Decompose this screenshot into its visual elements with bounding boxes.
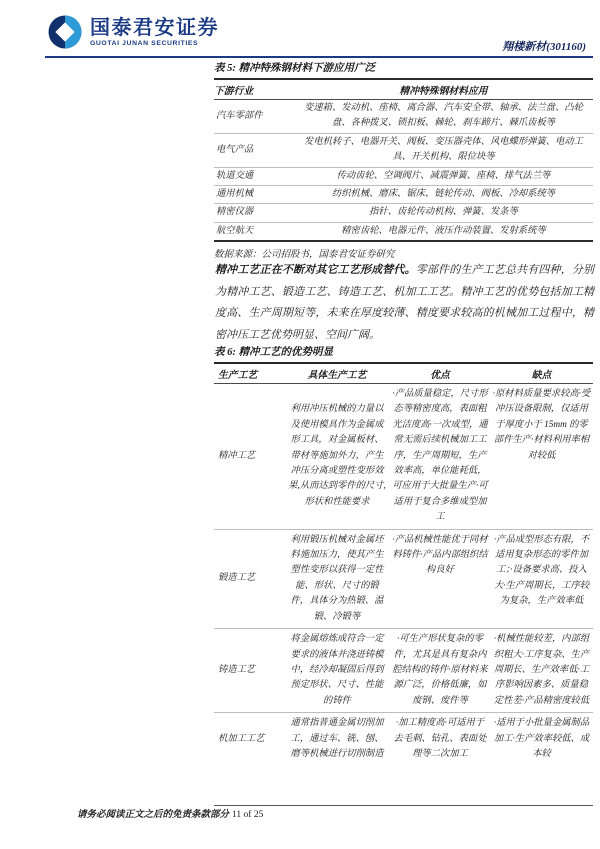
- cons-cell: ·原材料质量要求较高·受冲压设备限制，仅适用于厚度小于 15mm 的零部件生产·材料利用率相对较低: [490, 384, 593, 530]
- table5: [214, 78, 593, 242]
- table6-title: 表 6: 精冲工艺的优势明显: [214, 347, 333, 358]
- applications-cell: 指针、齿轮传动机构、弹簧、发条等: [294, 204, 593, 222]
- cons-cell: ·机械性能较差，内部组织粗大·工序复杂、生产周期长、生产效率低·工序影响因素多、质量稳定性差·产品精密度较低: [490, 629, 593, 713]
- header-divider: [45, 56, 593, 58]
- applications-cell: 发电机转子、电器开关、阀板、变压器壳体、风电蝶形弹簧、电动工具、开关机构、限位块等: [294, 133, 593, 167]
- table5-header-row: [214, 79, 593, 100]
- page-footer: [77, 806, 263, 820]
- stock-code: 翔楼新材(301160): [502, 41, 586, 53]
- industry-cell: 轨道交通: [214, 167, 294, 185]
- table-row: [214, 629, 593, 713]
- process-cell: 机加工工艺: [218, 733, 265, 744]
- detail-cell: 通常指普通金属切削加工，通过车、铣、刨、磨等机械进行切削制造: [290, 718, 384, 759]
- applications-cell: 精密齿轮、电器元件、液压作动装置、发射系统等: [341, 225, 546, 236]
- pros-cell: ·可生产形状复杂的零件，尤其是具有复杂内腔结构的铸件·原材料来源广泛，价格低廉，如废钢、废件等: [390, 629, 490, 713]
- process-cell: 铸造工艺: [214, 629, 284, 713]
- table-row: [214, 100, 593, 134]
- table6-clip: [214, 362, 593, 806]
- table6-section: [214, 344, 593, 806]
- table5-section: [214, 60, 593, 260]
- table5-title: 表 5: 精冲特殊钢材料下游应用广泛: [214, 63, 375, 74]
- col-header-process: 生产工艺: [214, 363, 284, 384]
- cons-cell: ·适用于小批量金属制品加工·生产效率较低、成本较: [493, 718, 590, 759]
- col-header-pros: 优点: [390, 363, 490, 384]
- logo-text: [90, 17, 219, 47]
- industry-cell: 航空航天: [216, 225, 254, 236]
- paragraph-bold-lead: 精冲工艺正在不断对其它工艺形成替代。: [215, 264, 416, 276]
- table5-source-note: 数据来源：公司招股书，国泰君安证券研究: [214, 250, 395, 261]
- pros-cell: ·加工精度高·可适用于去毛刺、钻孔、表面处理等二次加工: [393, 718, 487, 759]
- process-cell: 精冲工艺: [214, 384, 284, 530]
- page-number: 11 of 25: [232, 810, 264, 820]
- table-row: [214, 384, 593, 530]
- logo-cn-text: 国泰君安证券: [90, 17, 219, 39]
- applications-cell: 纺织机械、磨床、锯床、链轮传动、阀板、冷却系统等: [294, 186, 593, 204]
- col-header-applications: 精冲特殊钢材料应用: [294, 79, 593, 100]
- industry-cell: 通用机械: [214, 186, 294, 204]
- table-row: [214, 713, 593, 766]
- industry-cell: 汽车零部件: [214, 100, 294, 134]
- col-header-cons: 缺点: [490, 363, 593, 384]
- logo-en-text: GUOTAI JUNAN SECURITIES: [90, 40, 199, 47]
- table-row: [214, 529, 593, 628]
- process-cell: 锻造工艺: [214, 529, 284, 628]
- table-row: [214, 204, 593, 222]
- table-row: [214, 186, 593, 204]
- company-logo: [47, 14, 219, 50]
- table-row: [214, 222, 593, 241]
- detail-cell: 利用冲压机械的力量以及使用模具作为金属成形工具，对金属板材、带材等施加外力，产生冲压分离或塑性变形效果,从而达到零件的尺寸,形状和性能要求: [284, 384, 390, 530]
- industry-cell: 精密仪器: [214, 204, 294, 222]
- table-row: [214, 133, 593, 167]
- col-header-industry: 下游行业: [214, 79, 294, 100]
- applications-cell: 传动齿轮、空调阀片、减震弹簧、座椅、排气法兰等: [294, 167, 593, 185]
- body-paragraph: [215, 260, 594, 346]
- table6-header-row: [214, 363, 593, 384]
- table6: [214, 362, 593, 765]
- pros-cell: ·产品机械性能优于同材料铸件·产品内部组织结构良好: [390, 529, 490, 628]
- cons-cell: ·产品成型形态有限，不适用复杂形态的零件加工；·设备要求高、投入大·生产周期长，工序较为复杂，生产效率低: [490, 529, 593, 628]
- logo-emblem-icon: [47, 14, 83, 50]
- table-row: [214, 167, 593, 185]
- applications-cell: 变速箱、发动机、座椅、离合器、汽车安全带、轴承、法兰盘、凸轮盘、各种拨叉、锁扣板、棘轮、刹车蹄片、棘爪齿板等: [294, 100, 593, 134]
- detail-cell: 将金属熔炼成符合一定要求的液体并浇进铸模中，经冷却凝固后得到预定形状、尺寸、性能的铸件: [284, 629, 390, 713]
- col-header-detail: 具体生产工艺: [284, 363, 390, 384]
- disclaimer-text: 请务必阅读正文之后的免责条款部分: [77, 810, 230, 820]
- pros-cell: ·产品质量稳定，尺寸形态等精密度高，表面粗光洁度高·一次成型，通常无需后续机械加工工序，生产周期短，生产效率高，单位能耗低，可应用于大批量生产·可适用于复合多维成型加工: [390, 384, 490, 530]
- paragraph-body-text: 零部件的生产工艺总共有四种，分别为精冲工艺、锻造工艺、铸造工艺、机加工工艺。精冲工艺的优势包括加工精度高、生产周期短等，未来在厚度较薄、精度要求较高的机械加工过程中，精密冲压工艺优势明显、空间广阔。: [215, 264, 595, 341]
- industry-cell: 电气产品: [214, 133, 294, 167]
- detail-cell: 利用锻压机械对金属坯料施加压力，使其产生塑性变形以获得一定性能、形状、尺寸的锻件，具体分为热锻、温锻、冷锻等: [284, 529, 390, 628]
